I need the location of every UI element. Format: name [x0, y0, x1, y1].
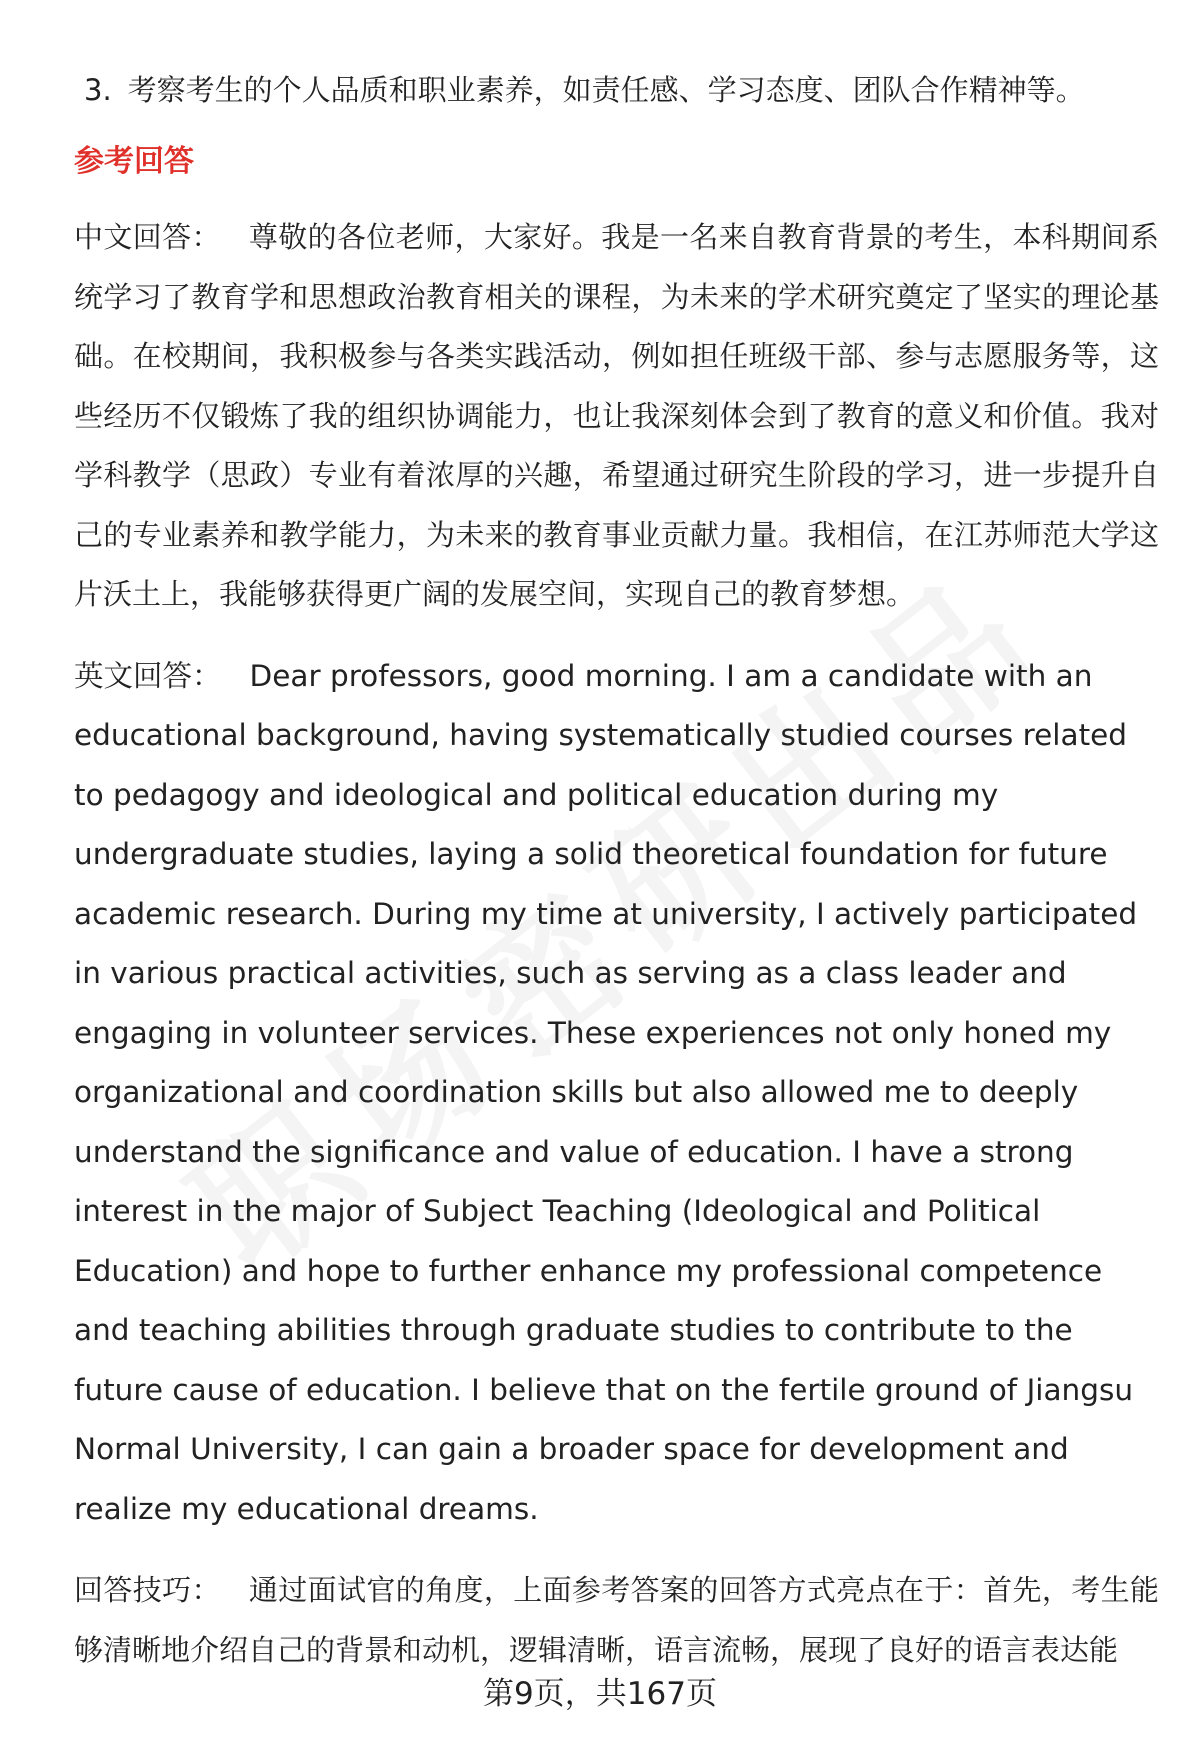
section-title: 参考回答	[74, 144, 194, 179]
chinese-answer-text: 尊敬的各位老师，大家好。我是一名来自教育背景的考生，本科期间系统学习了教育学和思想政治教育相关的课程，为未来的学术研究奠定了坚实的理论基础。在校期间，我积极参与各类实践活动，例如担任班级干部、参与志愿服务等，这些经历不仅锻炼了我的组织协调能力，也让我深刻体会到了教育的意义和价值。我对学科教学（思政）专业有着浓厚的兴趣，希望通过研究生阶段的学习，进一步提升自己的专业素养和教学能力，为未来的教育事业贡献力量。我相信，在江苏师范大学这片沃土上，我能够获得更广阔的发展空间，实现自己的教育梦想。	[74, 220, 1159, 611]
page-content	[74, 60, 1159, 1702]
list-item-text: 考察考生的个人品质和职业素养，如责任感、学习态度、团队合作精神等。	[127, 73, 1085, 107]
page-number: 第9页，共167页	[483, 1676, 717, 1712]
chinese-answer-label: 中文回答：	[74, 220, 221, 254]
english-answer-text: Dear professors, good morning. I am a candidate with an educational background, having systematically studied courses related to pedagogy and ideological and political education during my undergraduate studies, laying a solid theoretical foundation for future academic research. During my time at university, I actively participated in various practical activities, such as serving as a class leader and engaging in volunteer services. These experiences not only honed my organizational and coordination skills but also allowed me to deeply understand the significance and value of education. I have a strong interest in the major of Subject Teaching (Ideological and Political Education) and hope to further enhance my professional competence and teaching abilities through graduate studies to contribute to the future cause of education. I believe that on the fertile ground of Jiangsu Normal University, I can gain a broader space for development and realize my educational dreams.	[74, 658, 1138, 1526]
answer-tips-label: 回答技巧：	[74, 1573, 221, 1607]
answer-tips	[74, 1561, 1159, 1680]
list-item	[84, 60, 1159, 120]
list-item-number: 3.	[84, 73, 112, 107]
english-answer-label: 英文回答：	[74, 658, 222, 693]
english-answer	[74, 647, 1159, 1540]
chinese-answer	[74, 208, 1159, 625]
answer-tips-text: 通过面试官的角度，上面参考答案的回答方式亮点在于：首先，考生能够清晰地介绍自己的背景和动机，逻辑清晰，语言流畅，展现了良好的语言表达能	[74, 1573, 1159, 1667]
